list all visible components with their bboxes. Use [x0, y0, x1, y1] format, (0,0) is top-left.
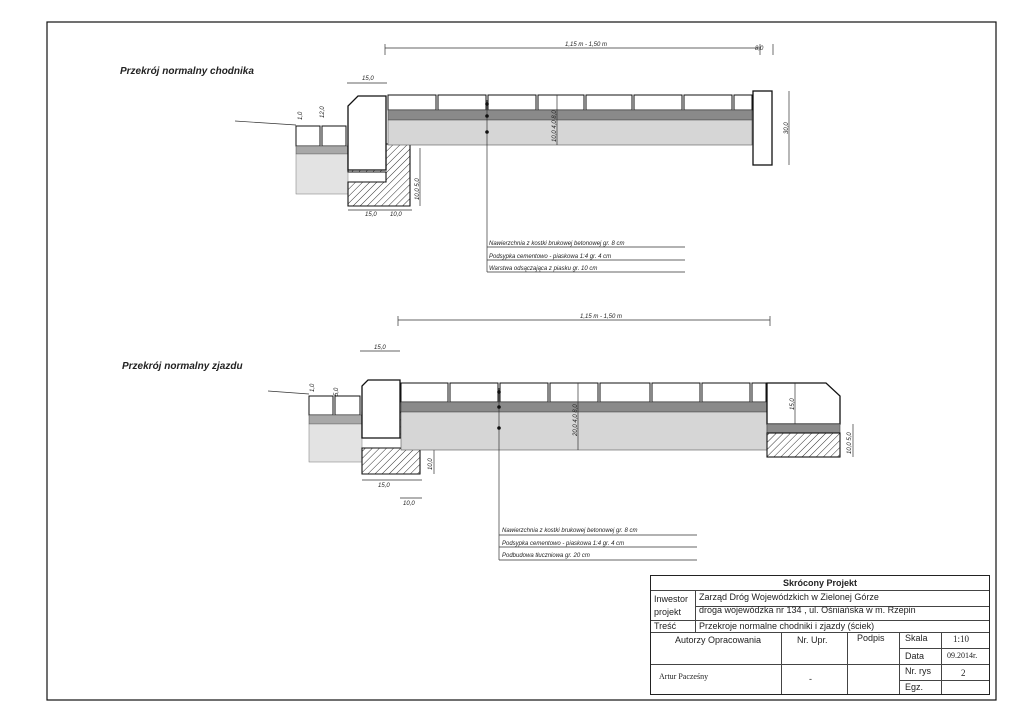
sand-layer: [388, 120, 752, 145]
dim-left-v3: 10,0: [428, 458, 434, 470]
dim-top-1: 1,0: [298, 111, 304, 120]
edge-stone: [322, 126, 346, 146]
drawing-no-label: Nr. rys: [905, 666, 931, 676]
investor-value: Zarząd Dróg Wojewódzkich w Zielonej Górze: [699, 592, 879, 602]
ground-line: [235, 121, 296, 125]
paver-row: [401, 383, 766, 402]
ground-line: [268, 391, 309, 394]
base-layer: [296, 154, 348, 194]
edging-stone: [753, 91, 772, 165]
edge-stone: [296, 126, 320, 146]
project-label: projekt: [654, 607, 682, 617]
bedding-layer: [401, 402, 767, 412]
bedding-layer: [296, 146, 348, 154]
date-value: 09.2014r.: [947, 651, 978, 660]
dim-bench-vertical: 10,0 5,0: [415, 178, 421, 200]
investor-label: Inwestor: [654, 594, 689, 604]
gutter-stone: [767, 383, 840, 424]
copy-label: Egz.: [905, 682, 924, 692]
dim-bottom-10: 10,0: [390, 212, 402, 218]
legend-item: Podbudowa tłuczniowa gr. 20 cm: [502, 553, 590, 559]
scale-value: 1:10: [953, 634, 970, 644]
bedding-layer: [767, 424, 840, 433]
dim-width-range: 1,15 m - 1,50 m: [565, 42, 608, 48]
dim-bottom-10: 10,0: [403, 501, 415, 507]
nr-upr-label: Nr. Upr.: [797, 635, 828, 645]
content-value: Przekroje normalne chodniki i zjazdy (ściek): [699, 621, 875, 631]
crushed-stone-layer: [401, 412, 767, 450]
dim-top-12: 12,0: [320, 106, 326, 118]
dim-right-15: 15,0: [790, 398, 796, 410]
section-title: Przekrój normalny zjazdu: [122, 361, 243, 372]
dim-layers: 10,0 4,0 8,0: [552, 110, 558, 142]
dim-bottom-15: 15,0: [378, 483, 390, 489]
dim-curb-width: 15,0: [374, 345, 386, 351]
legend-item: Podsypka cementowo - piaskowa 1:4 gr. 4 cm: [489, 254, 612, 260]
date-label: Data: [905, 651, 925, 661]
legend-item: Nawierzchnia z kostki brukowej betonowej gr. 8 cm: [489, 241, 625, 247]
dim-edge-height: 30,0: [784, 122, 790, 134]
section-driveway: [122, 314, 853, 560]
dim-right-vertical: 10,0 5,0: [847, 432, 853, 454]
edge-stone: [335, 396, 360, 415]
section-sidewalk: [120, 42, 790, 272]
paver-row: [388, 95, 752, 110]
scale-label: Skala: [905, 633, 928, 643]
section-title: Przekrój normalny chodnika: [120, 66, 254, 77]
author-name: Artur Pacześny: [659, 672, 709, 681]
bedding-layer: [309, 415, 362, 424]
curb-stone: [348, 96, 386, 170]
dim-bottom-15: 15,0: [365, 212, 377, 218]
gutter-foundation: [767, 433, 840, 457]
authors-label: Autorzy Opracowania: [675, 635, 762, 645]
title-block-heading: Skrócony Projekt: [782, 578, 858, 588]
dim-curb-width: 15,0: [362, 76, 374, 82]
signature-label: Podpis: [857, 633, 885, 643]
dim-top-5: 5,0: [334, 387, 340, 396]
project-value: droga wojewódzka nr 134 , ul. Ośniańska w m. Rzepin: [699, 605, 916, 615]
legend-item: Warstwa odsączająca z piasku gr. 10 cm: [489, 266, 598, 272]
bedding-layer: [388, 110, 752, 120]
dim-width-range: 1,15 m - 1,50 m: [580, 314, 623, 320]
content-label: Treść: [654, 621, 677, 631]
base-layer: [309, 424, 362, 462]
title-block: [650, 575, 990, 695]
dim-layers: 20,0 4,0 8,0: [573, 404, 579, 436]
dim-top-1: 1,0: [310, 383, 316, 392]
dim-edge: 8,0: [755, 46, 764, 52]
legend-item: Nawierzchnia z kostki brukowej betonowej gr. 8 cm: [502, 528, 638, 534]
legend-item: Podsypka cementowo - piaskowa 1:4 gr. 4 cm: [502, 541, 625, 547]
curb-stone: [362, 380, 400, 438]
edge-stone: [309, 396, 333, 415]
drawing-no-value: 2: [961, 668, 966, 678]
nr-upr-value: -: [809, 674, 812, 684]
